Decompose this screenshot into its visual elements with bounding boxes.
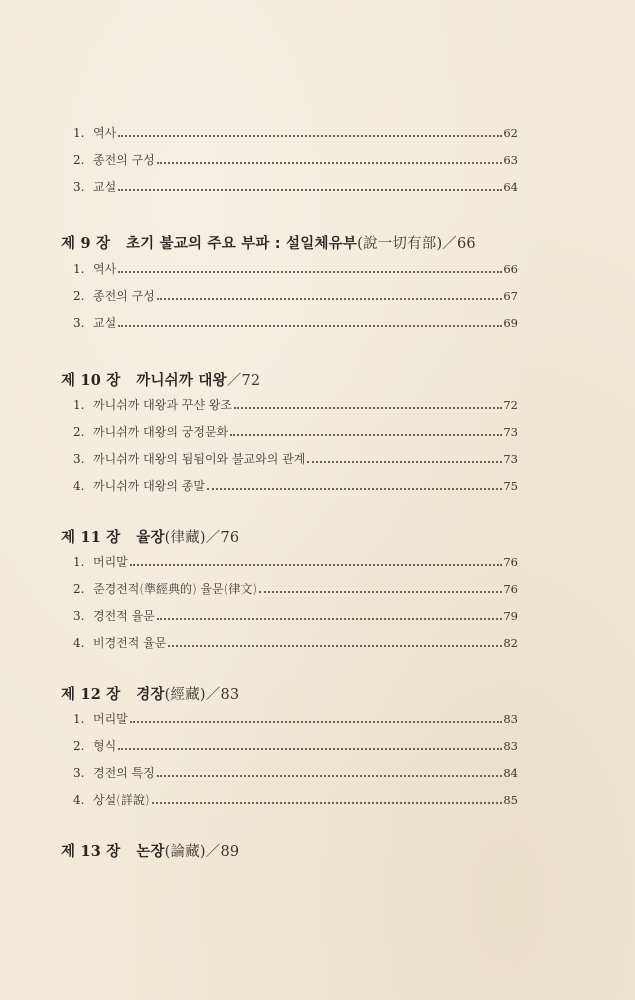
entry-label: 형식 (93, 739, 117, 753)
toc-entry (73, 580, 518, 600)
chapter-number: 제 10 장 (61, 372, 121, 389)
entry-label: 까니쉬까 대왕의 궁정문화 (93, 425, 229, 439)
entry-number: 3. (73, 766, 85, 780)
entry-page-number: 62 (503, 126, 518, 140)
chapter-number: 제 9 장 (61, 235, 111, 252)
chapter-heading (61, 683, 239, 704)
entry-page-number: 84 (503, 766, 518, 780)
toc-entry (73, 764, 518, 784)
toc-entry (73, 151, 518, 171)
dot-leader (230, 434, 502, 436)
entry-label: 교설 (93, 316, 117, 330)
entry-page-number: 64 (503, 180, 518, 194)
entry-label: 경전의 특징 (93, 766, 155, 780)
chapter-heading (61, 526, 239, 547)
entry-page-number: 66 (503, 262, 518, 276)
chapter-title-text: 논장 (136, 844, 165, 860)
entry-label: 상설(詳說) (93, 793, 150, 807)
entry-label: 경전적 율문 (93, 609, 155, 623)
dot-leader (152, 802, 503, 804)
toc-entry (73, 314, 518, 334)
entry-page-number: 73 (503, 425, 518, 439)
dot-leader (157, 775, 503, 777)
entry-number: 1. (73, 555, 85, 569)
entry-page-number: 72 (503, 398, 518, 412)
entry-label: 준경전적(準經典的) 율문(律文) (93, 582, 258, 596)
chapter-heading (61, 369, 260, 390)
toc-entry (73, 634, 518, 654)
dot-leader (118, 325, 502, 327)
entry-label: 머리말 (93, 712, 128, 726)
entry-number: 2. (73, 425, 85, 439)
entry-number: 2. (73, 289, 85, 303)
toc-entry (73, 423, 518, 443)
dot-leader (168, 645, 502, 647)
entry-label: 비경전적 율문 (93, 636, 167, 650)
chapter-number: 제 11 장 (61, 529, 121, 546)
chapter-title-sub: (律藏)／76 (164, 530, 240, 546)
entry-page-number: 73 (503, 452, 518, 466)
toc-entry (73, 791, 518, 811)
dot-leader (118, 748, 502, 750)
toc-entry (73, 260, 518, 280)
chapter-title-text: 까니쉬까 대왕 (136, 373, 227, 389)
toc-entry (73, 178, 518, 198)
dot-leader (118, 135, 502, 137)
entry-label: 종전의 구성 (93, 153, 155, 167)
toc-entry (73, 450, 518, 470)
entry-page-number: 83 (503, 712, 518, 726)
dot-leader (157, 618, 503, 620)
entry-number: 4. (73, 793, 85, 807)
entry-label: 까니쉬까 대왕의 됨됨이와 불교와의 관계 (93, 452, 306, 466)
chapter-title-sub: (論藏)／89 (164, 844, 240, 860)
chapter-title-sub: ／72 (226, 373, 261, 389)
entry-page-number: 85 (503, 793, 518, 807)
entry-page-number: 69 (503, 316, 518, 330)
entry-label: 까니쉬까 대왕과 꾸샨 왕조 (93, 398, 232, 412)
entry-number: 2. (73, 739, 85, 753)
entry-number: 3. (73, 452, 85, 466)
entry-page-number: 67 (503, 289, 518, 303)
entry-number: 4. (73, 636, 85, 650)
entry-number: 2. (73, 153, 85, 167)
dot-leader (118, 271, 502, 273)
dot-leader (307, 461, 502, 463)
entry-number: 4. (73, 479, 85, 493)
toc-entry (73, 710, 518, 730)
entry-page-number: 76 (503, 555, 518, 569)
entry-page-number: 83 (503, 739, 518, 753)
entry-label: 까니쉬까 대왕의 종말 (93, 479, 205, 493)
toc-entry (73, 737, 518, 757)
entry-label: 머리말 (93, 555, 128, 569)
chapter-title-text: 초기 불교의 주요 부파 : 설일체유부 (125, 236, 358, 252)
chapter-title-sub: (經藏)／83 (164, 687, 240, 703)
entry-number: 1. (73, 398, 85, 412)
dot-leader (157, 162, 503, 164)
toc-entry (73, 553, 518, 573)
dot-leader (234, 407, 502, 409)
toc-entry (73, 607, 518, 627)
chapter-heading (61, 232, 476, 253)
entry-page-number: 79 (503, 609, 518, 623)
dot-leader (157, 298, 503, 300)
chapter-title-text: 경장 (136, 687, 165, 703)
entry-number: 3. (73, 609, 85, 623)
dot-leader (130, 721, 503, 723)
entry-number: 1. (73, 126, 85, 140)
entry-page-number: 82 (503, 636, 518, 650)
entry-page-number: 75 (503, 479, 518, 493)
chapter-number: 제 13 장 (61, 843, 121, 860)
entry-number: 3. (73, 180, 85, 194)
entry-label: 교설 (93, 180, 117, 194)
entry-page-number: 63 (503, 153, 518, 167)
chapter-title-sub: (說一切有部)／66 (357, 236, 476, 252)
toc-entry (73, 477, 518, 497)
entry-number: 3. (73, 316, 85, 330)
entry-number: 2. (73, 582, 85, 596)
dot-leader (207, 488, 502, 490)
dot-leader (130, 564, 503, 566)
toc-entry (73, 287, 518, 307)
toc-entry (73, 124, 518, 144)
entry-number: 1. (73, 262, 85, 276)
chapter-heading (61, 840, 239, 861)
chapter-number: 제 12 장 (61, 686, 121, 703)
chapter-title-text: 율장 (136, 530, 165, 546)
entry-number: 1. (73, 712, 85, 726)
entry-label: 역사 (93, 262, 117, 276)
toc-entry (73, 396, 518, 416)
dot-leader (259, 591, 502, 593)
dot-leader (118, 189, 502, 191)
entry-page-number: 76 (503, 582, 518, 596)
entry-label: 종전의 구성 (93, 289, 155, 303)
entry-label: 역사 (93, 126, 117, 140)
